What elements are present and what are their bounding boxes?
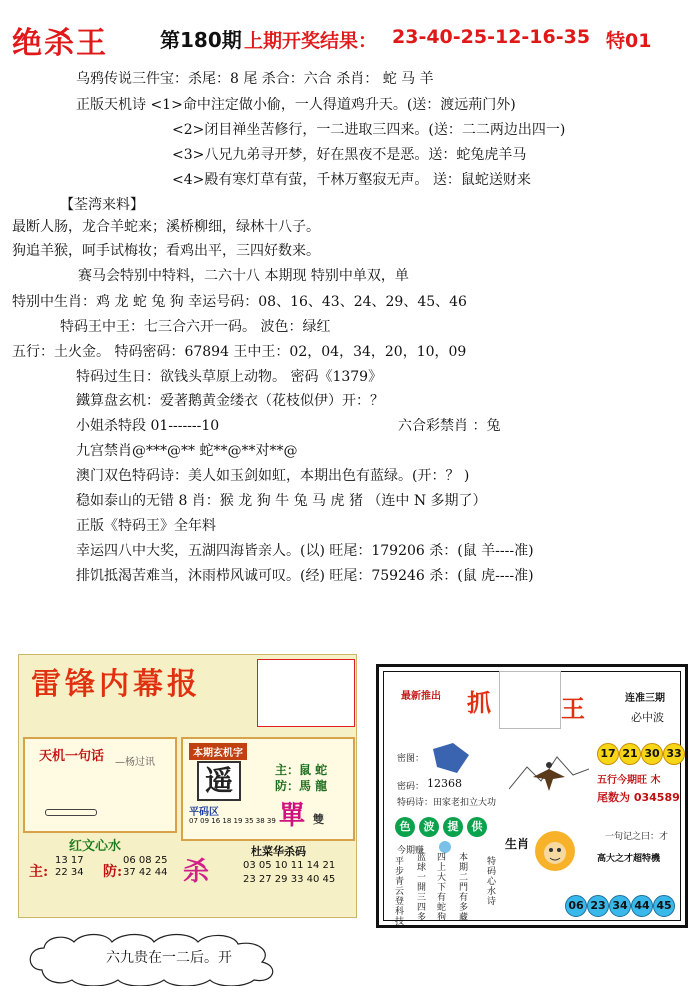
pingma-numbers: 07 09 16 18 19 35 38 39	[189, 817, 276, 825]
poem-column: 平步青云登科技	[395, 857, 405, 927]
xuanji-title: 本期玄机字	[189, 743, 247, 760]
number-ball: 44	[631, 895, 653, 917]
yiyu-label: 一句记之曰：才	[605, 832, 669, 842]
tianji-title: 天机一句话	[39, 749, 105, 764]
color-dot	[439, 841, 451, 853]
lianzhun-label: 连准三期	[625, 693, 665, 704]
sebo-bubble: 供	[467, 817, 487, 837]
text-line: 鐵算盘玄机：爱著鹅黄金缕衣（花枝似伊）开：？	[76, 393, 384, 409]
zhu-numbers: 13 17 22 34	[55, 855, 84, 878]
mima-label: 密码：	[397, 782, 425, 792]
panel-title: 雷锋内幕报	[31, 667, 201, 702]
number-ball: 21	[619, 743, 641, 765]
tianji-source: —杨过讯	[115, 757, 155, 768]
poem-column: 蓝球一開三四多	[417, 853, 427, 923]
text-line: 特别中生肖：鸡 龙 蛇 兔 狗 幸运号码：08、16、43、24、29、45、46	[12, 294, 467, 310]
wuxing-label: 五行今期旺 木	[597, 775, 661, 786]
previous-result-numbers: 23-40-25-12-16-35	[392, 26, 591, 48]
eagle-scene-graphic	[509, 739, 589, 799]
text-line: 特码王中王：七三合六开一码。 波色：绿红	[60, 319, 331, 335]
text-line: <4>殿有寒灯草有萤，千林万壑寂无声。 送：鼠蛇送财来	[172, 172, 531, 188]
tema-xinshui-label: 特码心水诗	[487, 857, 497, 907]
number-ball: 34	[609, 895, 631, 917]
number-ball: 17	[597, 743, 619, 765]
xuanji-character: 遥	[197, 761, 241, 801]
sebo-bubble: 色	[395, 817, 415, 837]
text-line: 赛马会特别中特料，二六十八 本期现 特别中单双，单	[78, 268, 409, 284]
shengxiao-label: 生肖	[505, 837, 530, 851]
poem-column: 本期二門有多藏	[459, 853, 469, 923]
text-line: 排饥抵渴苦难当，沐雨栉风诚可叹。(经) 旺尾：759246 杀：(鼠 虎----准)	[76, 568, 534, 584]
text-line: 小姐杀特段 01-------10	[76, 418, 220, 434]
text-line: 稳如泰山的无错 8 肖：猴 龙 狗 牛 兔 马 虎 猪 （连中 N 多期了）	[76, 493, 487, 509]
jinqi-label: 今期赚	[397, 846, 425, 856]
bizhong-label: 必中波	[631, 711, 664, 724]
sha-character: 杀	[183, 857, 210, 887]
previous-result-special: 特01	[606, 30, 652, 52]
brand-logo: 绝杀王	[12, 26, 108, 61]
zhuawang-panel	[376, 664, 688, 928]
shuang-character: 雙	[313, 813, 324, 826]
fang-numbers: 06 08 25 37 42 44	[123, 855, 168, 878]
section-heading: 【荃湾来料】	[60, 197, 144, 213]
blank-callout	[499, 671, 561, 729]
latest-tag: 最新推出	[401, 691, 441, 702]
dujia-numbers: 03 05 10 11 14 21 23 27 29 33 40 45	[243, 860, 336, 885]
title-right-char: 王	[561, 694, 585, 723]
sebo-bubble: 波	[419, 817, 439, 837]
weishu-label: 尾数为 034589	[597, 791, 680, 804]
number-ball: 33	[663, 743, 685, 765]
oval-mark	[45, 809, 97, 816]
leifeng-panel	[18, 654, 357, 918]
number-ball: 45	[653, 895, 675, 917]
text-line: 狗追羊猴，呵手试梅妆；看鸡出平，三四好数来。	[12, 243, 320, 259]
cloud-text: 六九贵在一二后。开	[106, 950, 232, 966]
wenxin-label: 红文心水	[69, 839, 122, 854]
previous-result-label: 上期开奖结果：	[244, 30, 378, 52]
text-line: <3>八兄九弟寻开梦，好在黑夜不是恶。送：蛇兔虎羊马	[172, 147, 527, 163]
blank-callout	[257, 659, 355, 727]
tema-poem: 特码诗：田家老扣立大功	[397, 798, 497, 808]
text-line: 正版天机诗 <1>命中注定做小偷，一人得道鸡升天。(送：渡远荊门外)	[76, 97, 516, 113]
xuanji-box	[181, 737, 355, 841]
gao-label: 高大之才超特機	[597, 854, 661, 864]
text-line: 幸运四八中大奖，五湖四海皆亲人。(以) 旺尾：179206 杀：(鼠 羊----准)	[76, 543, 534, 559]
dan-character: 單	[279, 801, 306, 831]
text-line: 正版《特码王》全年料	[76, 518, 216, 534]
title-left-char: 抓	[467, 688, 491, 717]
number-ball: 06	[565, 895, 587, 917]
dujia-title: 杜菜华杀码	[251, 845, 306, 858]
text-line: 六合彩禁肖 ：兔	[398, 418, 501, 434]
zhu-shengxiao: 主：鼠 蛇	[275, 763, 328, 777]
monkey-icon	[531, 827, 579, 875]
text-line: 五行：土火金。 特码密码：67894 王中王：02，04，34，20，10，09	[12, 344, 467, 360]
sebo-bubble: 提	[443, 817, 463, 837]
pingma-label: 平码区	[189, 807, 219, 818]
number-ball: 30	[641, 743, 663, 765]
text-line: <2>闭目禅坐苦修行，一二进取三四来。(送：二二两边出四一)	[172, 122, 566, 138]
mima-value: 12368	[427, 777, 462, 790]
poem-column: 四上大下有蛇狗	[437, 853, 447, 923]
text-line: 最断人肠，龙合羊蛇来；溪桥柳细，绿林十八子。	[12, 219, 320, 235]
text-line: 澳门双色特码诗：美人如玉剑如虹，本期出色有蓝绿。(开：？ )	[76, 468, 470, 484]
mitu-label: 密图：	[397, 754, 425, 764]
text-line: 特码过生日：欲钱头草原上动物。 密码《1379》	[76, 369, 383, 385]
zhu-label: 主:	[29, 864, 49, 880]
text-line: 乌鸦传说三件宝：杀尾：8 尾 杀合：六合 杀肖： 蛇 马 羊	[76, 71, 434, 87]
issue-number: 第180期	[160, 28, 242, 52]
fang-shengxiao: 防：馬 龍	[275, 779, 328, 793]
tianji-box	[23, 737, 177, 833]
number-ball: 23	[587, 895, 609, 917]
text-line: 九宫禁肖@***@** 蛇**@**对**@	[76, 443, 298, 459]
fang-label: 防:	[103, 864, 123, 880]
